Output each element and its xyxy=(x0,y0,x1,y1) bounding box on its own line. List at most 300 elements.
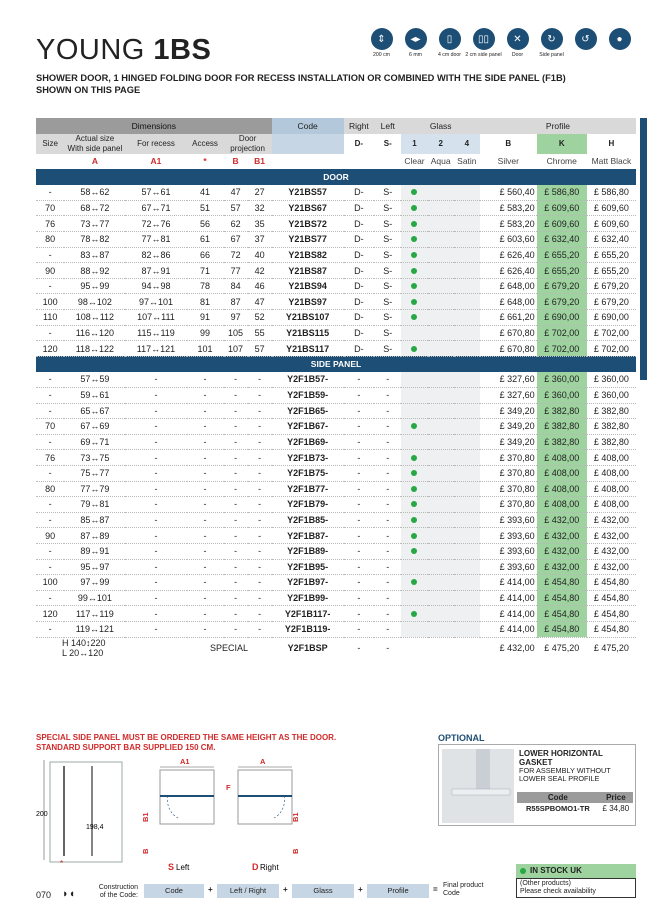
silver-price: £ 414,00 xyxy=(480,621,537,637)
glass-2-cell xyxy=(428,543,454,559)
door-row xyxy=(36,216,636,232)
access-cell: 81 xyxy=(187,294,224,310)
b1-cell: - xyxy=(248,419,272,435)
letter-b1: B1 xyxy=(254,156,266,167)
door-frame-icon: ▯ xyxy=(439,28,461,50)
door-section-label: DOOR xyxy=(36,169,636,185)
size-cell: 70 xyxy=(36,419,64,435)
glass-2-cell xyxy=(428,294,454,310)
construction-line-2: of the Code: xyxy=(99,892,138,899)
right-cell: D- xyxy=(344,278,375,294)
door-row xyxy=(36,247,636,263)
size-cell: - xyxy=(36,497,64,513)
side-panel-row xyxy=(36,559,636,575)
glass-1-cell xyxy=(401,606,427,622)
side-panel-section xyxy=(36,356,636,637)
b-cell: - xyxy=(224,465,248,481)
actual-size-cell: 118↔122 xyxy=(64,341,125,357)
stock-dot-icon xyxy=(520,868,526,874)
silver-price: £ 648,00 xyxy=(480,294,537,310)
black-price: £ 454,80 xyxy=(587,575,636,591)
size-cell: 120 xyxy=(36,341,64,357)
access-cell: - xyxy=(187,590,224,606)
glass-1-cell xyxy=(401,325,427,341)
silver-price: £ 349,20 xyxy=(480,434,537,450)
recess-cell: - xyxy=(125,575,186,591)
size-cell: - xyxy=(36,185,64,201)
left-cell: - xyxy=(374,590,401,606)
black-price: £ 655,20 xyxy=(587,263,636,279)
b1-cell: - xyxy=(248,606,272,622)
feature-0 xyxy=(368,28,395,58)
code-cell: Y2F1B79- xyxy=(272,497,344,513)
recess-cell: 115↔119 xyxy=(125,325,186,341)
glass-1-cell xyxy=(401,575,427,591)
left-cell: - xyxy=(374,465,401,481)
right-cell: - xyxy=(344,481,375,497)
access-cell: 78 xyxy=(187,278,224,294)
feature-icons xyxy=(368,28,633,58)
right-cell: - xyxy=(344,559,375,575)
feature-7 xyxy=(606,28,633,58)
right-cell: D- xyxy=(344,263,375,279)
glass-1-cell xyxy=(401,263,427,279)
left-label: Left xyxy=(176,863,190,872)
actual-size-cell: 117↔119 xyxy=(64,606,125,622)
special-row xyxy=(36,637,636,658)
actual-size-cell: 119↔121 xyxy=(64,621,125,637)
black-price: £ 408,00 xyxy=(587,497,636,513)
construction-profile-box: Profile xyxy=(367,884,429,898)
special-h: H 140↕220 xyxy=(62,637,106,648)
size-cell: - xyxy=(36,325,64,341)
final-line-2: Code xyxy=(443,890,460,897)
actual-size-cell: 95↔99 xyxy=(64,278,125,294)
feature-label: 200 cm xyxy=(372,52,390,58)
glass-2-cell xyxy=(428,559,454,575)
code-cell: Y21BS72 xyxy=(272,216,344,232)
optional-desc: FOR ASSEMBLY WITHOUT LOWER SEAL PROFILE xyxy=(519,766,611,783)
actual-size-cell: 83↔87 xyxy=(64,247,125,263)
right-cell: - xyxy=(344,512,375,528)
size-cell: 90 xyxy=(36,263,64,279)
access-cell: - xyxy=(187,434,224,450)
actual-size-cell: 97↔99 xyxy=(64,575,125,591)
size-cell: 80 xyxy=(36,232,64,248)
left-cell: - xyxy=(374,559,401,575)
right-d-letter: D xyxy=(252,862,259,872)
code-cell: Y21BS115 xyxy=(272,325,344,341)
side-panel-row xyxy=(36,450,636,466)
b-cell: - xyxy=(224,481,248,497)
code-header: Code xyxy=(272,118,344,134)
glass-2-cell xyxy=(428,185,454,201)
subtitle xyxy=(36,72,566,96)
availability-dot-icon xyxy=(411,470,417,476)
access-cell: - xyxy=(187,621,224,637)
b1-cell: - xyxy=(248,590,272,606)
size-cell: - xyxy=(36,559,64,575)
size-cell: - xyxy=(36,621,64,637)
b1-cell: 32 xyxy=(248,200,272,216)
silver-price: £ 370,80 xyxy=(480,465,537,481)
access-cell: - xyxy=(187,497,224,513)
size-cell: 110 xyxy=(36,310,64,326)
b-cell: - xyxy=(224,388,248,404)
code-cell: Y2F1B117- xyxy=(272,606,344,622)
recess-cell: - xyxy=(125,465,186,481)
b-cell: - xyxy=(224,512,248,528)
code-cell: Y2F1B119- xyxy=(272,621,344,637)
page-title xyxy=(36,34,211,67)
size-cell: - xyxy=(36,247,64,263)
access-cell: - xyxy=(187,528,224,544)
special-section xyxy=(36,637,636,658)
size-cell: 90 xyxy=(36,528,64,544)
left-cell: S- xyxy=(374,185,401,201)
availability-dot-icon xyxy=(411,486,417,492)
size-cell: - xyxy=(36,434,64,450)
optional-table xyxy=(517,792,633,814)
size-cell: 80 xyxy=(36,481,64,497)
feature-3 xyxy=(465,28,502,58)
silver-price: £ 626,40 xyxy=(480,263,537,279)
silver-price: £ 349,20 xyxy=(480,403,537,419)
b1-cell: - xyxy=(248,559,272,575)
glass-1-cell xyxy=(401,247,427,263)
glass-2-cell xyxy=(428,419,454,435)
b1-cell: - xyxy=(248,481,272,497)
glass-4-cell xyxy=(454,481,480,497)
recess-cell: - xyxy=(125,450,186,466)
size-cell: - xyxy=(36,403,64,419)
size-cell: 70 xyxy=(36,200,64,216)
side-panel-row xyxy=(36,621,636,637)
right-cell: - xyxy=(344,590,375,606)
recess-cell: - xyxy=(125,543,186,559)
b-cell: - xyxy=(224,543,248,559)
availability-dot-icon xyxy=(411,423,417,429)
construction-label xyxy=(92,884,138,900)
side-panel-row xyxy=(36,434,636,450)
water-drop-icon: ● xyxy=(609,28,631,50)
other-products-note xyxy=(516,878,636,898)
b-cell: 97 xyxy=(224,310,248,326)
right-cell: - xyxy=(344,403,375,419)
actual-size-cell: 89↔91 xyxy=(64,543,125,559)
access-cell: - xyxy=(187,450,224,466)
b-cell: - xyxy=(224,575,248,591)
code-cell: Y2F1B89- xyxy=(272,543,344,559)
code-cell: Y21BS117 xyxy=(272,341,344,357)
size-cell: - xyxy=(36,512,64,528)
glass-1-cell xyxy=(401,341,427,357)
glass-1-cell xyxy=(401,200,427,216)
black-price: £ 632,40 xyxy=(587,232,636,248)
access-cell: - xyxy=(187,512,224,528)
glass-1-cell xyxy=(401,216,427,232)
glass-2-cell xyxy=(428,372,454,388)
right-label: Right xyxy=(260,863,279,872)
access-cell: 56 xyxy=(187,216,224,232)
profile-b-header: B xyxy=(505,138,512,148)
letter-a: A xyxy=(91,156,98,167)
chrome-price: £ 454,80 xyxy=(537,621,587,637)
b-cell: - xyxy=(224,434,248,450)
actual-size-cell: 88↔92 xyxy=(64,263,125,279)
access-cell: - xyxy=(187,465,224,481)
silver-price: £ 670,80 xyxy=(480,341,537,357)
access-cell: 41 xyxy=(187,185,224,201)
right-cell: - xyxy=(344,575,375,591)
chrome-price: £ 408,00 xyxy=(537,450,587,466)
door-section-header xyxy=(36,169,636,185)
feature-1 xyxy=(402,28,429,58)
chrome-price: £ 432,00 xyxy=(537,543,587,559)
b-cell: 105 xyxy=(224,325,248,341)
optional-header-row xyxy=(517,792,633,803)
special-chrome: £ 475,20 xyxy=(544,642,580,653)
dim-a1-label: A1 xyxy=(180,757,190,766)
door-projection-line-2: projection xyxy=(230,143,265,153)
glass-1-cell xyxy=(401,621,427,637)
code-cell: Y2F1B69- xyxy=(272,434,344,450)
black-price: £ 382,80 xyxy=(587,403,636,419)
door-row xyxy=(36,232,636,248)
glass-4-cell xyxy=(454,497,480,513)
note-line-1: SPECIAL SIDE PANEL MUST BE ORDERED THE SAME HEIGHT AS THE DOOR. xyxy=(36,733,337,742)
glass-4-cell xyxy=(454,621,480,637)
right-cell: - xyxy=(344,497,375,513)
right-cell: - xyxy=(344,543,375,559)
height-198-label: 198,4 xyxy=(86,824,104,831)
glass-satin-label: Satin xyxy=(457,156,477,167)
glass-2-cell xyxy=(428,247,454,263)
glass-4-cell xyxy=(454,590,480,606)
size-cell: 120 xyxy=(36,606,64,622)
b-cell: - xyxy=(224,497,248,513)
glass-2-cell xyxy=(428,341,454,357)
code-cell: Y2F1B73- xyxy=(272,450,344,466)
plus-3: + xyxy=(358,885,363,894)
availability-dot-icon xyxy=(411,221,417,227)
actual-size-cell: 108↔112 xyxy=(64,310,125,326)
availability-dot-icon xyxy=(411,611,417,617)
optional-price-header: Price xyxy=(599,792,633,803)
recess-cell: 77↔81 xyxy=(125,232,186,248)
b1-cell: 47 xyxy=(248,294,272,310)
b1-cell: - xyxy=(248,388,272,404)
glass-1-cell xyxy=(401,590,427,606)
black-price: £ 408,00 xyxy=(587,481,636,497)
b1-cell: 52 xyxy=(248,310,272,326)
note-line-2: STANDARD SUPPORT BAR SUPPLIED 150 CM. xyxy=(36,743,216,752)
plus-2: + xyxy=(283,885,288,894)
actual-size-cell: 73↔77 xyxy=(64,216,125,232)
door-section xyxy=(36,169,636,356)
letter-b: B xyxy=(232,156,239,167)
door-row xyxy=(36,278,636,294)
availability-dot-icon xyxy=(411,579,417,585)
right-cell: D- xyxy=(344,216,375,232)
black-price: £ 360,00 xyxy=(587,372,636,388)
availability-dot-icon xyxy=(411,299,417,305)
size-cell: 76 xyxy=(36,450,64,466)
glass-2-cell xyxy=(428,232,454,248)
actual-size-cell: 69↔71 xyxy=(64,434,125,450)
title-light: YOUNG xyxy=(36,34,145,66)
construction-code-box: Code xyxy=(144,884,204,898)
dim-b-label: B xyxy=(141,848,150,854)
glass-1-cell xyxy=(401,434,427,450)
feature-4 xyxy=(504,28,531,58)
glass-header: Glass xyxy=(401,118,480,134)
brand-logo-icon: ◗◖ xyxy=(62,888,76,900)
header-row-2 xyxy=(36,134,636,154)
feature-label: 6 mm xyxy=(409,52,422,58)
recess-cell: - xyxy=(125,419,186,435)
code-cell: Y2F1B95- xyxy=(272,559,344,575)
actual-size-header xyxy=(64,134,125,154)
right-header: Right xyxy=(344,118,375,134)
b-cell: 87 xyxy=(224,294,248,310)
size-cell: 100 xyxy=(36,575,64,591)
code-cell: Y21BS82 xyxy=(272,247,344,263)
left-cell: - xyxy=(374,606,401,622)
glass-2-cell xyxy=(428,434,454,450)
glass-1-cell xyxy=(401,310,427,326)
special-black: £ 475,20 xyxy=(593,642,629,653)
gasket-illustration xyxy=(442,749,514,823)
side-panel-row xyxy=(36,497,636,513)
door-projection-header xyxy=(224,134,272,154)
side-tab xyxy=(640,118,647,380)
construction-leftright-box: Left / Right xyxy=(217,884,279,898)
chrome-price: £ 382,80 xyxy=(537,419,587,435)
recess-cell: 94↔98 xyxy=(125,278,186,294)
left-cell: - xyxy=(374,450,401,466)
actual-size-cell: 98↔102 xyxy=(64,294,125,310)
access-cell: 71 xyxy=(187,263,224,279)
b-cell: - xyxy=(224,621,248,637)
glass-1-cell xyxy=(401,450,427,466)
glass-1-cell xyxy=(401,403,427,419)
side-panel-icon: ▯▯ xyxy=(473,28,495,50)
glass-4-cell xyxy=(454,247,480,263)
special-blank-1 xyxy=(125,637,186,658)
other-line-1: (Other products) xyxy=(520,880,571,887)
availability-dot-icon xyxy=(411,189,417,195)
plus-1: + xyxy=(208,885,213,894)
code-cell: Y2F1B97- xyxy=(272,575,344,591)
dimensions-header: Dimensions xyxy=(36,118,272,134)
special-right: - xyxy=(357,642,361,653)
footer xyxy=(36,882,516,904)
special-label: SPECIAL xyxy=(210,642,249,653)
right-cell: - xyxy=(344,372,375,388)
dim-b1-right-label: B1 xyxy=(291,812,300,822)
code-cell: Y2F1B59- xyxy=(272,388,344,404)
availability-dot-icon xyxy=(411,455,417,461)
right-cell: D- xyxy=(344,310,375,326)
black-price: £ 702,00 xyxy=(587,325,636,341)
side-panel-row xyxy=(36,590,636,606)
glass-2-cell xyxy=(428,590,454,606)
subtitle-line-2: SHOWN ON THIS PAGE xyxy=(36,85,141,95)
size-cell: 100 xyxy=(36,294,64,310)
access-cell: - xyxy=(187,388,224,404)
actual-size-cell: 87↔89 xyxy=(64,528,125,544)
glass-4-cell xyxy=(454,450,480,466)
black-price: £ 454,80 xyxy=(587,606,636,622)
chrome-price: £ 702,00 xyxy=(537,341,587,357)
glass-1-cell xyxy=(401,512,427,528)
b-cell: - xyxy=(224,590,248,606)
glass-4-cell xyxy=(454,294,480,310)
glass-2-cell xyxy=(428,497,454,513)
chrome-price: £ 655,20 xyxy=(537,263,587,279)
black-price: £ 679,20 xyxy=(587,278,636,294)
left-cell: - xyxy=(374,434,401,450)
side-panel-row xyxy=(36,512,636,528)
optional-code-header: Code xyxy=(517,792,599,803)
code-cell: Y2F1B67- xyxy=(272,419,344,435)
actual-size-cell: 65↔67 xyxy=(64,403,125,419)
b-cell: 77 xyxy=(224,263,248,279)
actual-size-cell: 59↔61 xyxy=(64,388,125,404)
glass-2-cell xyxy=(428,200,454,216)
left-cell: S- xyxy=(374,200,401,216)
availability-dot-icon xyxy=(411,236,417,242)
recess-cell: - xyxy=(125,621,186,637)
recess-cell: 97↔101 xyxy=(125,294,186,310)
other-line-2: Please check availability xyxy=(520,888,596,895)
chrome-price: £ 408,00 xyxy=(537,465,587,481)
door-row xyxy=(36,341,636,357)
dim-b1-label: B1 xyxy=(141,812,150,822)
glass-2-cell xyxy=(428,310,454,326)
side-panel-row xyxy=(36,372,636,388)
door-row xyxy=(36,185,636,201)
feature-6 xyxy=(572,28,599,58)
recess-cell: 87↔91 xyxy=(125,263,186,279)
chrome-price: £ 679,20 xyxy=(537,278,587,294)
access-cell: - xyxy=(187,481,224,497)
black-price: £ 609,60 xyxy=(587,216,636,232)
enclosure-outline xyxy=(50,762,122,862)
silver-price: £ 370,80 xyxy=(480,481,537,497)
side-section-header xyxy=(36,356,636,372)
b-cell: - xyxy=(224,606,248,622)
code-cell: Y2F1B57- xyxy=(272,372,344,388)
actual-size-cell: 77↔79 xyxy=(64,481,125,497)
recess-cell: 72↔76 xyxy=(125,216,186,232)
left-cell: - xyxy=(374,621,401,637)
b-cell: - xyxy=(224,450,248,466)
door-icon: ✕ xyxy=(507,28,529,50)
b-cell: 67 xyxy=(224,232,248,248)
size-header: Size xyxy=(36,134,64,154)
right-cell: D- xyxy=(344,247,375,263)
b1-cell: 46 xyxy=(248,278,272,294)
black-price: £ 382,80 xyxy=(587,419,636,435)
silver-price: £ 648,00 xyxy=(480,278,537,294)
size-cell: - xyxy=(36,372,64,388)
side-panel-row xyxy=(36,543,636,559)
glass-4-cell xyxy=(454,325,480,341)
code-subheader xyxy=(272,134,344,154)
glass-2-cell xyxy=(428,325,454,341)
